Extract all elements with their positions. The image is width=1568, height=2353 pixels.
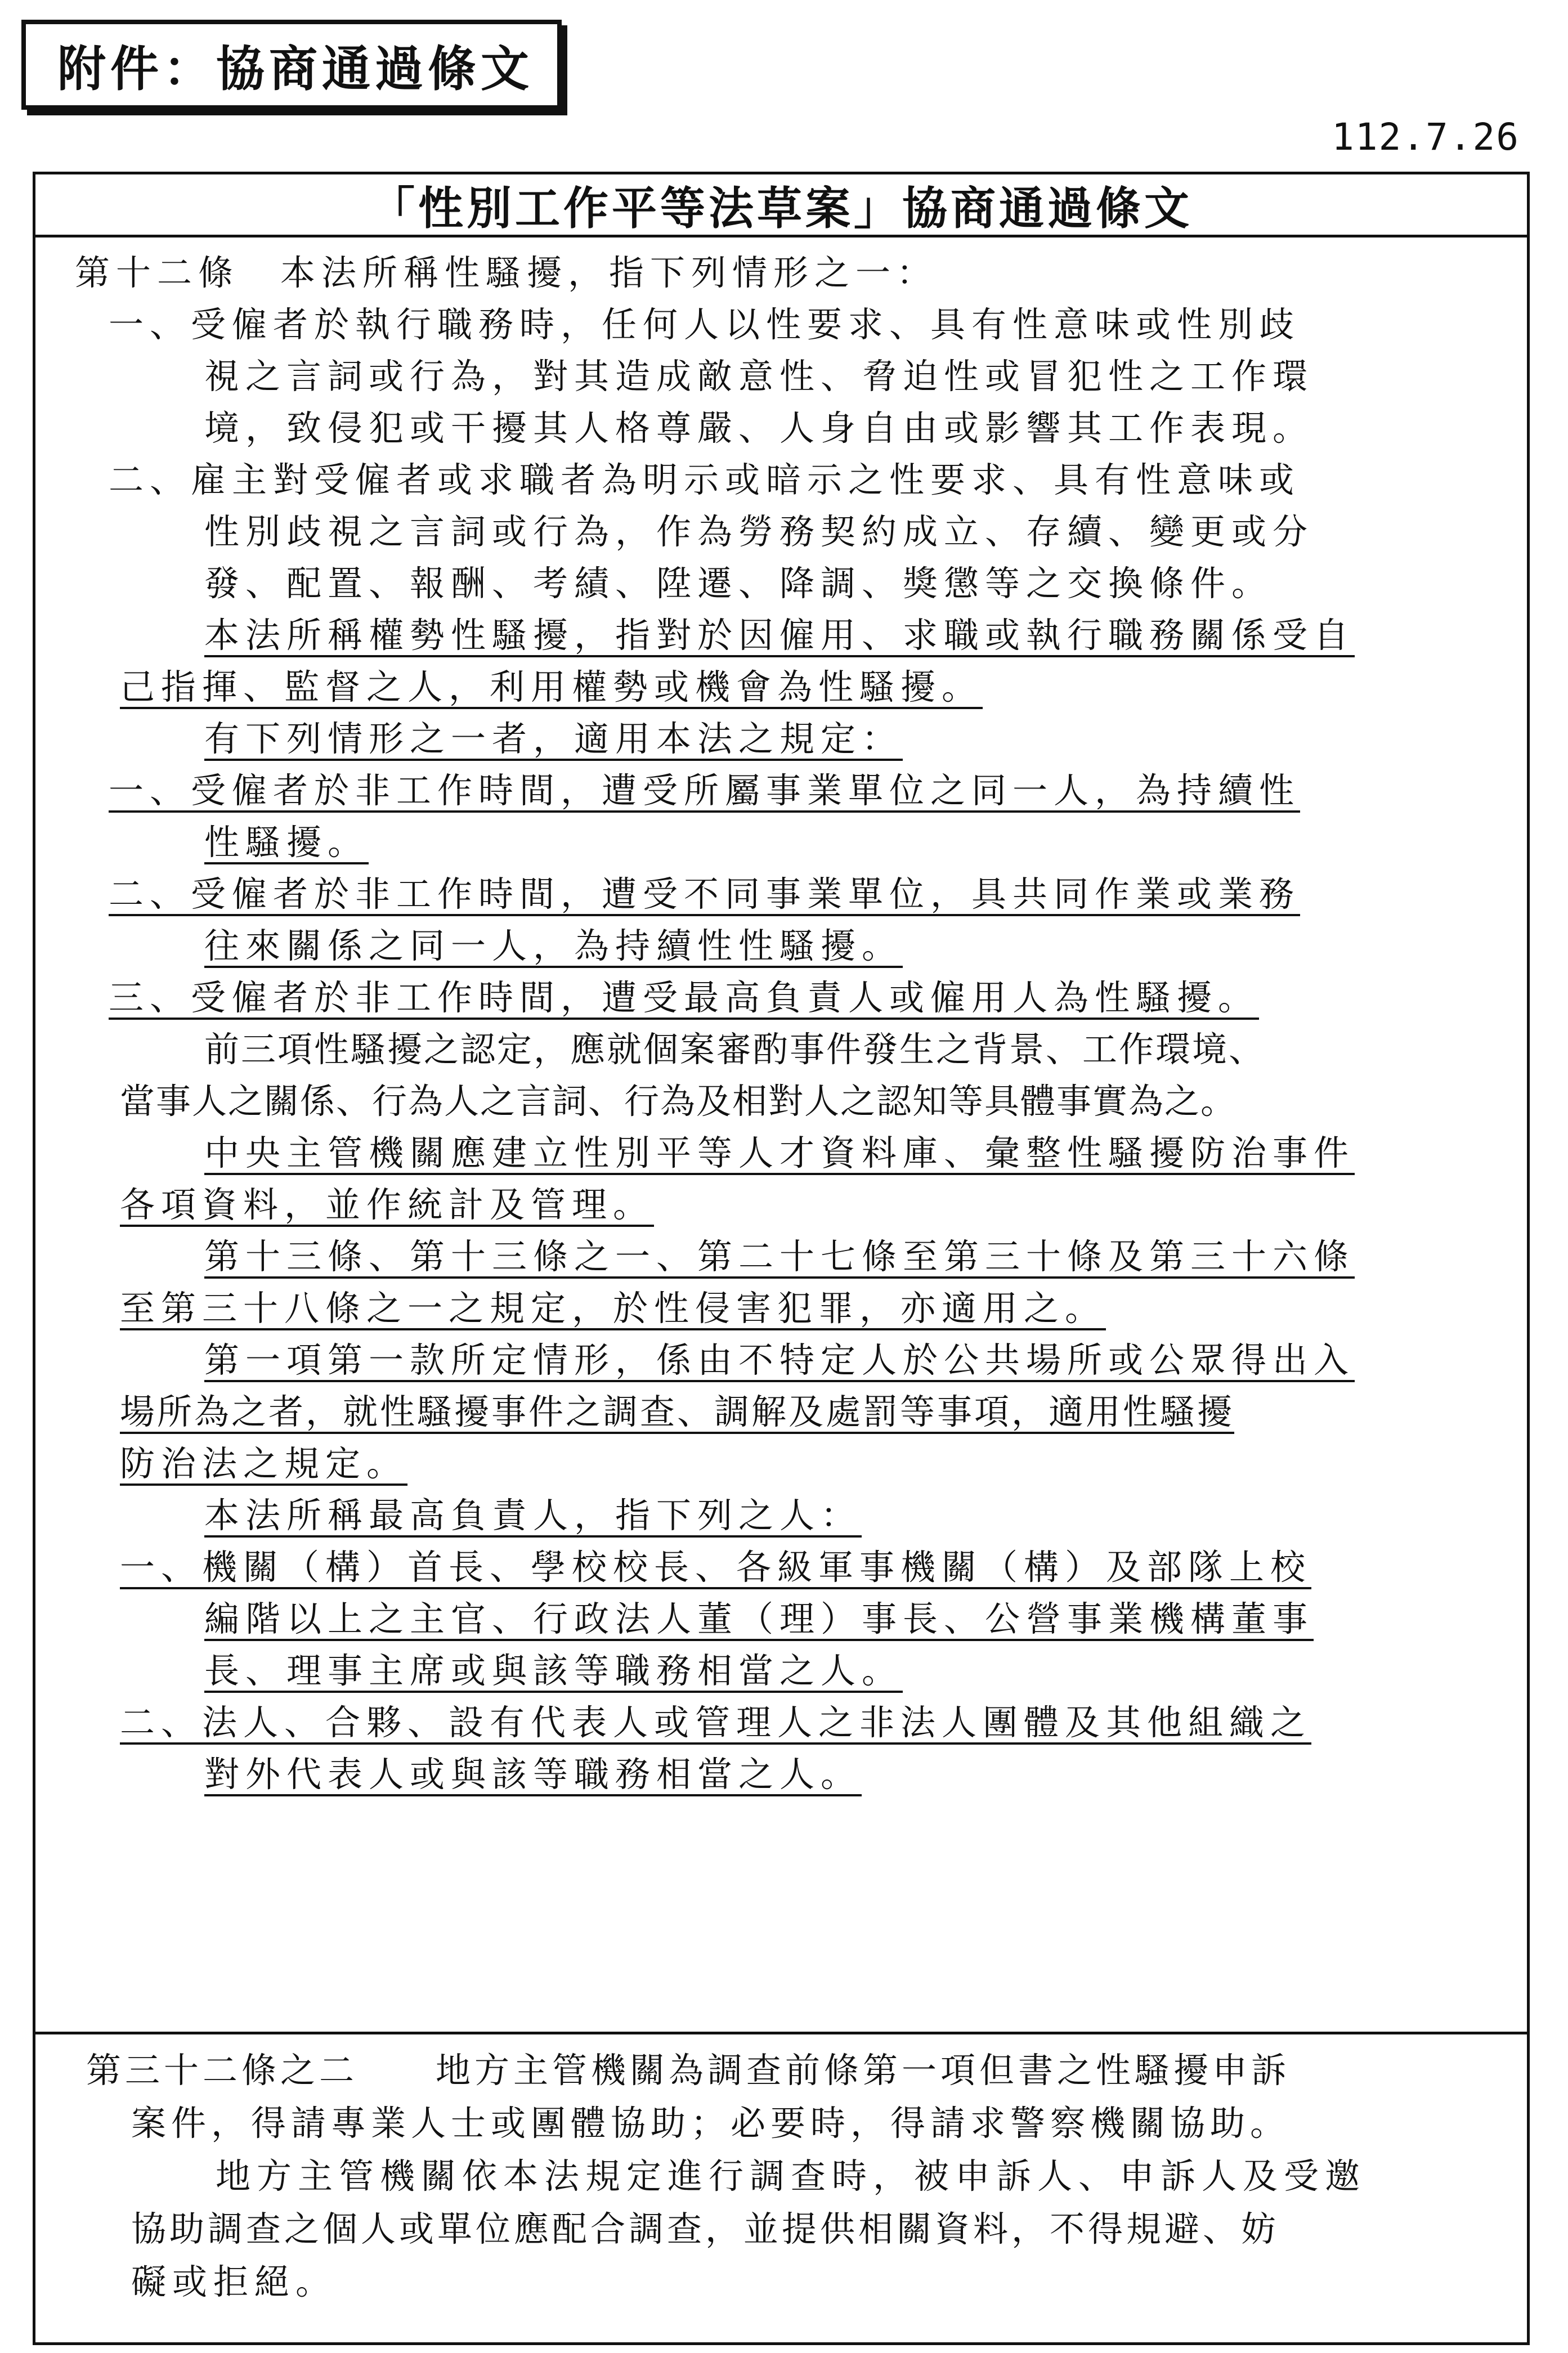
text-line: 己指揮、監督之人，利用權勢或機會為性騷擾。	[120, 666, 983, 707]
text-line: 性別歧視之言詞或行為，作為勞務契約成立、存續、變更或分	[204, 511, 1314, 552]
text-line: 第十二條 本法所稱性騷擾，指下列情形之一：	[75, 252, 938, 293]
text-line: 場所為之者，就性騷擾事件之調查、調解及處罰等事項，適用性騷擾	[120, 1391, 1235, 1432]
text-line: 地方主管機關依本法規定進行調查時，被申訴人、申訴人及受邀	[216, 2155, 1367, 2197]
text-line: 前三項性騷擾之認定，應就個案審酌事件發生之背景、工作環境、	[204, 1029, 1266, 1070]
text-line: 協助調查之個人或單位應配合調查，並提供相關資料，不得規避、妨	[131, 2208, 1280, 2249]
text-line: 本法所稱最高負責人，指下列之人：	[204, 1495, 862, 1536]
text-line: 發、配置、報酬、考績、陞遷、降調、獎懲等之交換條件。	[204, 563, 1273, 604]
text-line: 境，致侵犯或干擾其人格尊嚴、人身自由或影響其工作表現。	[204, 407, 1314, 449]
text-line: 二、受僱者於非工作時間，遭受不同事業單位，具共同作業或業務	[109, 873, 1301, 915]
text-line: 案件，得請專業人士或團體協助；必要時，得請求警察機關協助。	[131, 2103, 1291, 2144]
text-line: 當事人之關係、行為人之言詞、行為及相對人之認知等具體事實為之。	[120, 1081, 1237, 1122]
text-line: 礙或拒絕。	[131, 2261, 337, 2302]
text-line: 有下列情形之一者，適用本法之規定：	[204, 718, 903, 759]
section-divider	[35, 2032, 1527, 2034]
text-line: 視之言詞或行為，對其造成敵意性、脅迫性或冒犯性之工作環	[204, 356, 1314, 397]
text-line: 一、受僱者於非工作時間，遭受所屬事業單位之同一人，為持續性	[109, 770, 1301, 811]
text-line: 一、機關（構）首長、學校校長、各級軍事機關（構）及部隊上校	[120, 1547, 1312, 1588]
text-line: 至第三十八條之一之規定，於性侵害犯罪，亦適用之。	[120, 1288, 1106, 1329]
document-date: 112.7.26	[1332, 115, 1520, 159]
text-line: 一、受僱者於執行職務時，任何人以性要求、具有性意味或性別歧	[109, 304, 1301, 345]
text-line: 往來關係之同一人，為持續性性騷擾。	[204, 925, 903, 966]
text-line: 性騷擾。	[204, 822, 369, 863]
text-line: 中央主管機關應建立性別平等人才資料庫、彙整性騷擾防治事件	[204, 1132, 1355, 1173]
document-frame	[33, 172, 1530, 2345]
text-line: 第三十二條之二 地方主管機關為調查前條第一項但書之性騷擾申訴	[86, 2050, 1291, 2091]
text-line: 二、法人、合夥、設有代表人或管理人之非法人團體及其他組織之	[120, 1702, 1312, 1743]
text-line: 對外代表人或與該等職務相當之人。	[204, 1754, 862, 1795]
text-line: 長、理事主席或與該等職務相當之人。	[204, 1650, 903, 1691]
text-line: 二、雇主對受僱者或求職者為明示或暗示之性要求、具有性意味或	[109, 459, 1301, 500]
text-line: 第一項第一款所定情形，係由不特定人於公共場所或公眾得出入	[204, 1339, 1355, 1381]
text-line: 第十三條、第十三條之一、第二十七條至第三十條及第三十六條	[204, 1236, 1355, 1277]
text-line: 防治法之規定。	[120, 1443, 408, 1484]
text-line: 本法所稱權勢性騷擾，指對於因僱用、求職或執行職務關係受自	[204, 615, 1355, 656]
attachment-label: 附件：協商通過條文	[21, 20, 562, 110]
text-line: 三、受僱者於非工作時間，遭受最高負責人或僱用人為性騷擾。	[109, 977, 1260, 1018]
text-line: 各項資料，並作統計及管理。	[120, 1184, 655, 1225]
document-title: 「性別工作平等法草案」協商通過條文	[35, 174, 1527, 237]
text-line: 編階以上之主官、行政法人董（理）事長、公營事業機構董事	[204, 1598, 1314, 1639]
